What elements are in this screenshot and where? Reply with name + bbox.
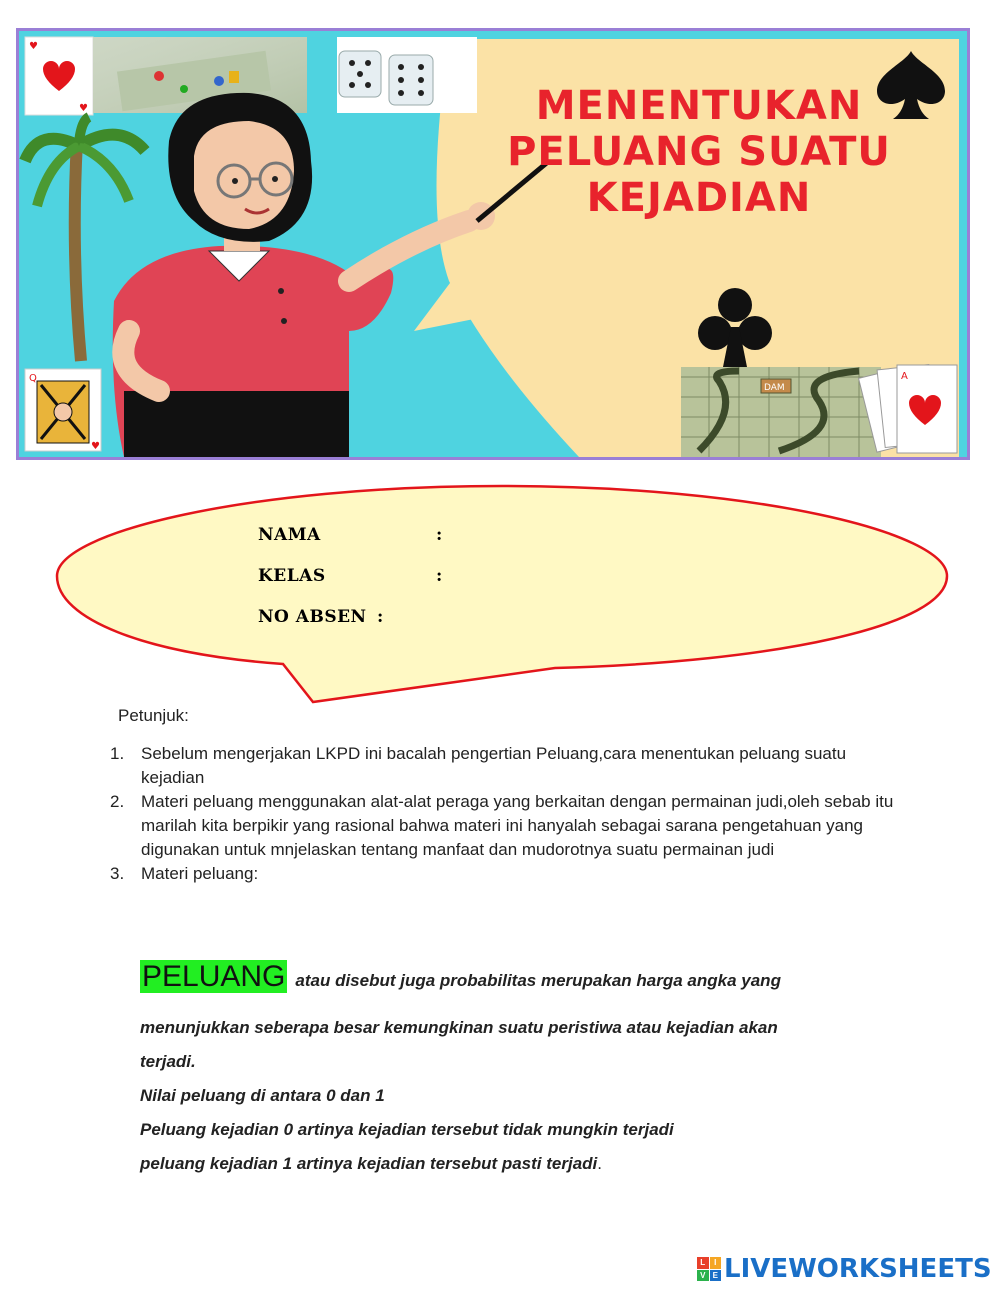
list-item	[110, 790, 910, 862]
svg-text:A: A	[901, 371, 908, 382]
dice-icon	[337, 37, 477, 113]
banner-title-line: MENENTUKAN	[535, 83, 863, 129]
list-number: 2.	[110, 792, 125, 811]
queen-card-icon	[25, 369, 101, 452]
banner-title-line: KEJADIAN	[586, 175, 812, 221]
material-text: peluang kejadian 1 artinya kejadian tersebut pasti terjadi	[140, 1154, 598, 1173]
list-item	[110, 862, 910, 886]
field-label: NO ABSEN	[258, 607, 367, 627]
logo-letter: I	[710, 1257, 722, 1269]
svg-text:♥: ♥	[79, 103, 88, 114]
heart-card-icon	[25, 37, 93, 115]
logo-mark-icon	[697, 1257, 721, 1281]
svg-text:♥: ♥	[91, 441, 100, 452]
field-kelas	[258, 566, 443, 586]
field-label: NAMA	[258, 525, 321, 545]
identity-speech-bubble	[55, 484, 950, 706]
field-nama	[258, 525, 443, 545]
instructions-heading: Petunjuk:	[118, 706, 189, 725]
banner-title-line: PELUANG SUATU	[507, 129, 891, 175]
list-text: Sebelum mengerjakan LKPD ini bacalah pengertian Peluang,cara menentukan peluang suatu kejadian	[141, 744, 847, 787]
liveworksheets-logo[interactable]	[697, 1254, 992, 1284]
list-text: Materi peluang:	[141, 864, 259, 883]
list-number: 3.	[110, 864, 125, 883]
svg-text:DAM: DAM	[764, 383, 785, 393]
field-colon: :	[436, 566, 443, 586]
logo-letter: E	[710, 1270, 722, 1282]
material-line	[140, 960, 781, 994]
material-text: atau disebut juga probabilitas merupakan harga angka yang	[295, 971, 781, 990]
logo-letter: V	[697, 1270, 709, 1282]
field-no-absen	[258, 607, 384, 627]
logo-letter: L	[697, 1257, 709, 1269]
instructions-list	[110, 742, 910, 886]
snakes-ladders-icon	[681, 367, 881, 457]
banner-title	[489, 83, 909, 221]
material-line: terjadi.	[140, 1052, 196, 1071]
field-colon: :	[436, 525, 443, 545]
material-line: menunjukkan seberapa besar kemungkinan suatu peristiwa atau kejadian akan	[140, 1018, 778, 1037]
list-item	[110, 742, 910, 790]
logo-text: LIVEWORKSHEETS	[724, 1254, 992, 1284]
svg-text:♥: ♥	[29, 41, 38, 52]
header-banner	[16, 28, 970, 460]
svg-text:Q: Q	[29, 373, 37, 384]
list-text: Materi peluang menggunakan alat-alat peraga yang berkaitan dengan permainan judi,oleh sebab itu marilah kita berpikir yang rasional bahwa materi ini hanyalah sebagai sarana pengetahuan yang digunakan untuk mnjelaskan tentang manfaat dan mudorotnya suatu permainan judi	[141, 792, 894, 859]
material-line	[140, 1154, 602, 1174]
highlight-term: PELUANG	[142, 960, 286, 993]
field-colon: :	[377, 607, 384, 627]
period: .	[597, 1154, 602, 1173]
material-line: Nilai peluang di antara 0 dan 1	[140, 1086, 385, 1105]
list-number: 1.	[110, 744, 125, 763]
material-line: Peluang kejadian 0 artinya kejadian tersebut tidak mungkin terjadi	[140, 1120, 674, 1139]
field-label: KELAS	[258, 566, 326, 586]
